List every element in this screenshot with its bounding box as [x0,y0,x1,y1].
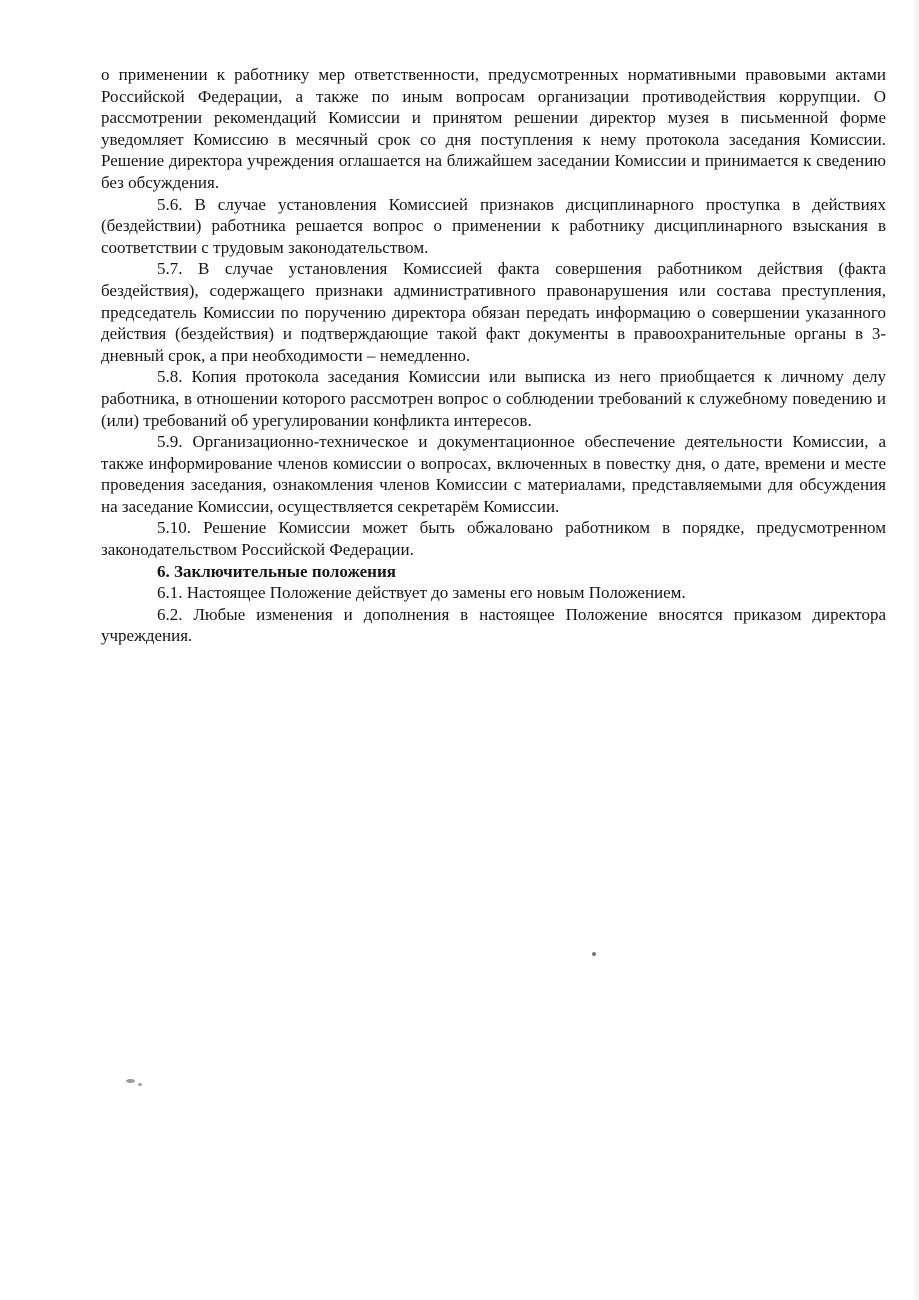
page-edge-shadow [911,0,919,1300]
paragraph-6-1: 6.1. Настоящее Положение действует до замены его новым Положением. [157,583,686,603]
paragraph-5-8: 5.8. Копия протокола заседания Комиссии или выписка из него приобщается к личному делу работника, в отношении которого рассмотрен вопрос о соблюдении требований к служебному поведению и (или) требований об урегулировании конфликта интересов. [101,367,886,430]
scan-speck [138,1083,142,1086]
paragraph-5-6: 5.6. В случае установления Комиссией признаков дисциплинарного проступка в действиях (бездействии) работника решается вопрос о применении к работнику дисциплинарного взыскания в соответствии с трудовым законодательством. [101,194,886,257]
paragraph-5-10: 5.10. Решение Комиссии может быть обжаловано работником в порядке, предусмотренном законодательством Российской Федерации. [101,518,886,560]
paragraph-5-9: 5.9. Организационно-техническое и документационное обеспечение деятельности Комиссии, а также информирование членов комиссии о вопросах, включенных в повестку дня, о дате, времени и месте проведения заседания, ознакомления членов Комиссии с материалами, представляемыми для обсуждения на заседание Комиссии, осуществляется секретарём Комиссии. [101,432,886,516]
scan-speck [592,952,596,956]
paragraph-6-2: 6.2. Любые изменения и дополнения в настоящее Положение вносятся приказом директора учреждения. [101,604,886,646]
section-heading-6: 6. Заключительные положения [157,561,396,581]
paragraph-5-7: 5.7. В случае установления Комиссией факта совершения работником действия (факта бездействия), содержащего признаки административного правонарушения или состава преступления, председатель Комиссии по поручению директора обязан передать информацию о совершении указанного действия (бездействия) и подтверждающие такой факт документы в правоохранительные органы в 3-дневный срок, а при необходимости – немедленно. [101,259,886,365]
document-body [101,64,886,647]
paragraph-continuation: о применении к работнику мер ответственности, предусмотренных нормативными правовыми актами Российской Федерации, а также по иным вопросам организации противодействия коррупции. О рассмотрении рекомендаций Комиссии и принятом решении директор музея в письменной форме уведомляет Комиссию в месячный срок со дня поступления к нему протокола заседания Комиссии. Решение директора учреждения оглашается на ближайшем заседании Комиссии и принимается к сведению без обсуждения. [101,65,886,192]
scan-speck [126,1079,135,1083]
